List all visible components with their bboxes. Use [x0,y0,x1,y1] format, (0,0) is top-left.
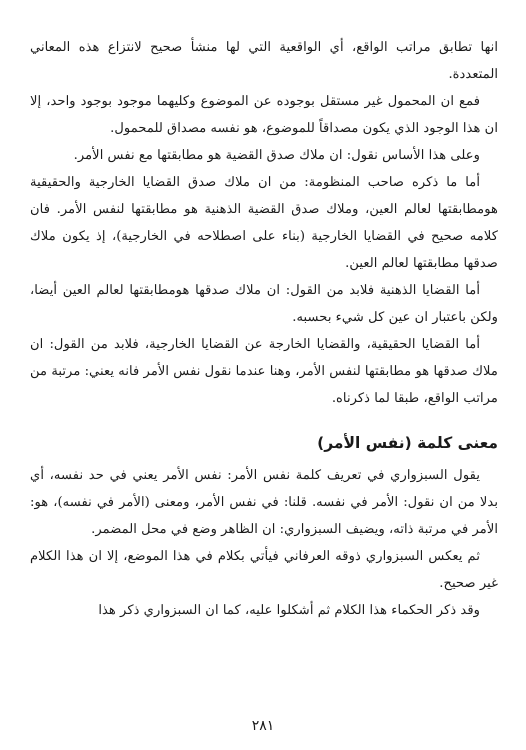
paragraph-9: وقد ذكر الحكماء هذا الكلام ثم أشكلوا عليه، كما ان السبزواري ذكر هذا [98,603,480,618]
paragraph-6: أما القضايا الحقيقية، والقضايا الخارجة عن القضايا الخارجية، فلابد من القول: ان ملاك صدقها هو مطابقتها لنفس الأمر، وهنا عندما نقول نفس الأمر فانه يعني: مرتبة من مراتب الواقع، طبقا لما ذكرناه. [30,337,498,406]
page-number: ٢٨١ [251,718,275,734]
paragraph-4: أما ما ذكره صاحب المنظومة: من ان ملاك صدق القضايا الخارجية والحقيقية هومطابقتها لعالم العين، وملاك صدق القضية الذهنية هو مطابقتها لنفس الأمر. فان كلامه صحيح في القضايا الخارجية (بناء على اصطلاحه في الخارجية)، إذ يكون ملاك صدقها مطابقتها لعالم العين. [30,175,498,271]
paragraph-8: ثم يعكس السبزواري ذوقه العرفاني فيأتي بكلام في هذا الموضع، إلا ان هذا الكلام غير صحيح. [30,549,498,591]
paragraph-7: يقول السبزواري في تعريف كلمة نفس الأمر: نفس الأمر يعني في حد نفسه، أي بدلا من ان نقول: الأمر في نفسه. قلنا: في نفس الأمر، ومعنى (الأمر في نفسه)، هو: الأمر في مرتبة ذاته، ويضيف السبزواري: ان الظاهر وضع في محل المضمر. [30,468,498,537]
paragraph-5: أما القضايا الذهنية فلابد من القول: ان ملاك صدقها هومطابقتها لعالم العين أيضا، ولكن باعتبار ان عين كل شيء بحسبه. [30,283,498,325]
paragraph-2: فمع ان المحمول غير مستقل بوجوده عن الموضوع وكليهما موجود بوجود واحد، إلا ان هذا الوجود الذي يكون مصداقاً للموضوع، هو نفسه مصداق للمحمول. [30,94,498,136]
paragraph-3: وعلى هذا الأساس نقول: ان ملاك صدق القضية هو مطابقتها مع نفس الأمر. [73,148,480,163]
paragraph-1: انها تطابق مراتب الواقع، أي الواقعية التي لها منشأ صحيح لانتزاع هذه المعاني المتعددة. [30,40,498,82]
section-heading: معنى كلمة (نفس الأمر) [317,434,498,452]
